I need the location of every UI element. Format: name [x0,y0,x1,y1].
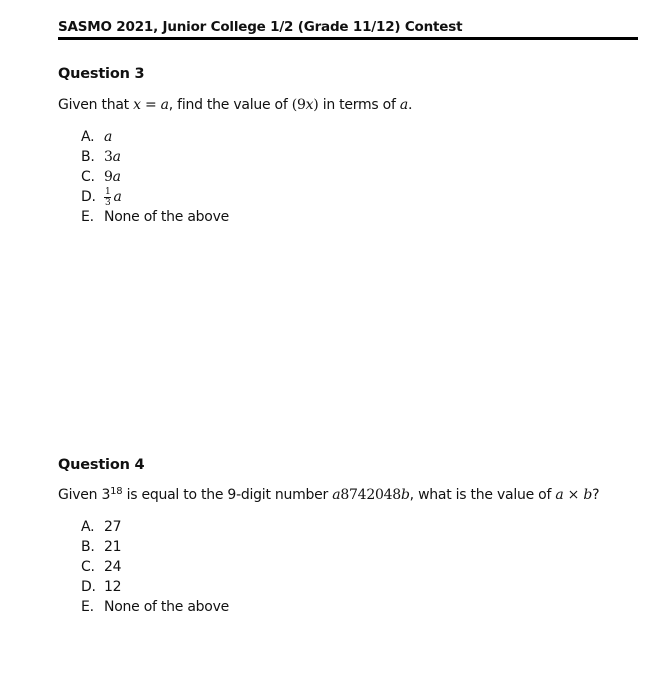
contest-title: SASMO 2021, Junior College 1/2 (Grade 11/12) Contest [58,19,463,35]
option-letter: D. [81,579,96,595]
option-coef: 9 [104,169,113,185]
q3-option-b [81,147,229,167]
q3-var-x: x [133,97,141,113]
q4-prod-a: a [555,487,564,503]
option-text: None of the above [104,209,230,225]
q3-prompt-text-1: Given that [58,97,134,113]
q3-prompt-text-3: in terms of [318,97,400,113]
option-letter: E. [81,599,94,615]
q3-expr-open: (9 [291,97,306,113]
option-letter: C. [81,559,95,575]
q4-number [332,487,409,503]
q4-prompt-end: ? [592,487,600,503]
fraction-denominator: 3 [105,197,111,208]
option-var: a [113,189,122,205]
q4-times: × [563,487,584,503]
option-letter: A. [81,519,95,535]
q3-equals: = [140,97,161,113]
header-divider [58,37,638,40]
q4-option-e [81,597,229,617]
option-letter: D. [81,189,96,205]
question-4-title: Question 4 [58,457,145,473]
option-letter: B. [81,539,95,555]
q4-exponent: 18 [110,486,123,497]
q4-prompt-text-3: , what is the value of [409,487,556,503]
question-3-prompt [58,97,412,113]
q3-option-d [81,187,229,207]
q3-expr-var: x [305,97,314,113]
q3-option-c [81,167,229,187]
option-letter: A. [81,129,95,145]
q3-option-a [81,127,229,147]
option-text: 27 [104,519,122,535]
q4-prod-b: b [583,487,593,503]
q4-num-a: a [332,487,341,503]
question-4-options [81,517,229,617]
q3-expr-close: ) [313,97,319,113]
option-var: a [112,169,121,185]
question-4-prompt [58,487,599,503]
q4-base: 3 [101,487,111,503]
q3-expression [292,97,319,113]
q4-power [101,487,122,503]
q4-prompt-text-2: is equal to the 9-digit number [122,487,333,503]
q3-prompt-text-2: , find the value of [168,97,292,113]
option-var: a [112,149,121,165]
fraction-numerator: 1 [105,186,111,197]
q3-option-e [81,207,229,227]
q3-var-a: a [160,97,169,113]
q3-prompt-end: . [407,97,413,113]
q4-num-b: b [400,487,410,503]
option-letter: B. [81,149,95,165]
option-fraction [104,188,111,207]
question-3-options [81,127,229,227]
option-text: 21 [104,539,122,555]
q4-option-c [81,557,229,577]
q4-num-digits: 8742048 [340,487,401,503]
question-3-title: Question 3 [58,66,145,82]
option-text: 24 [104,559,122,575]
q4-option-a [81,517,229,537]
q4-prompt-text-1: Given [58,487,102,503]
option-coef: 3 [104,149,113,165]
option-letter: C. [81,169,95,185]
option-text: None of the above [104,599,230,615]
q3-equation [133,97,169,113]
option-text: 12 [104,579,122,595]
q4-option-b [81,537,229,557]
option-letter: E. [81,209,94,225]
option-var: a [104,129,113,145]
q4-product [555,487,592,503]
q3-prompt-var: a [399,97,408,113]
q4-option-d [81,577,229,597]
